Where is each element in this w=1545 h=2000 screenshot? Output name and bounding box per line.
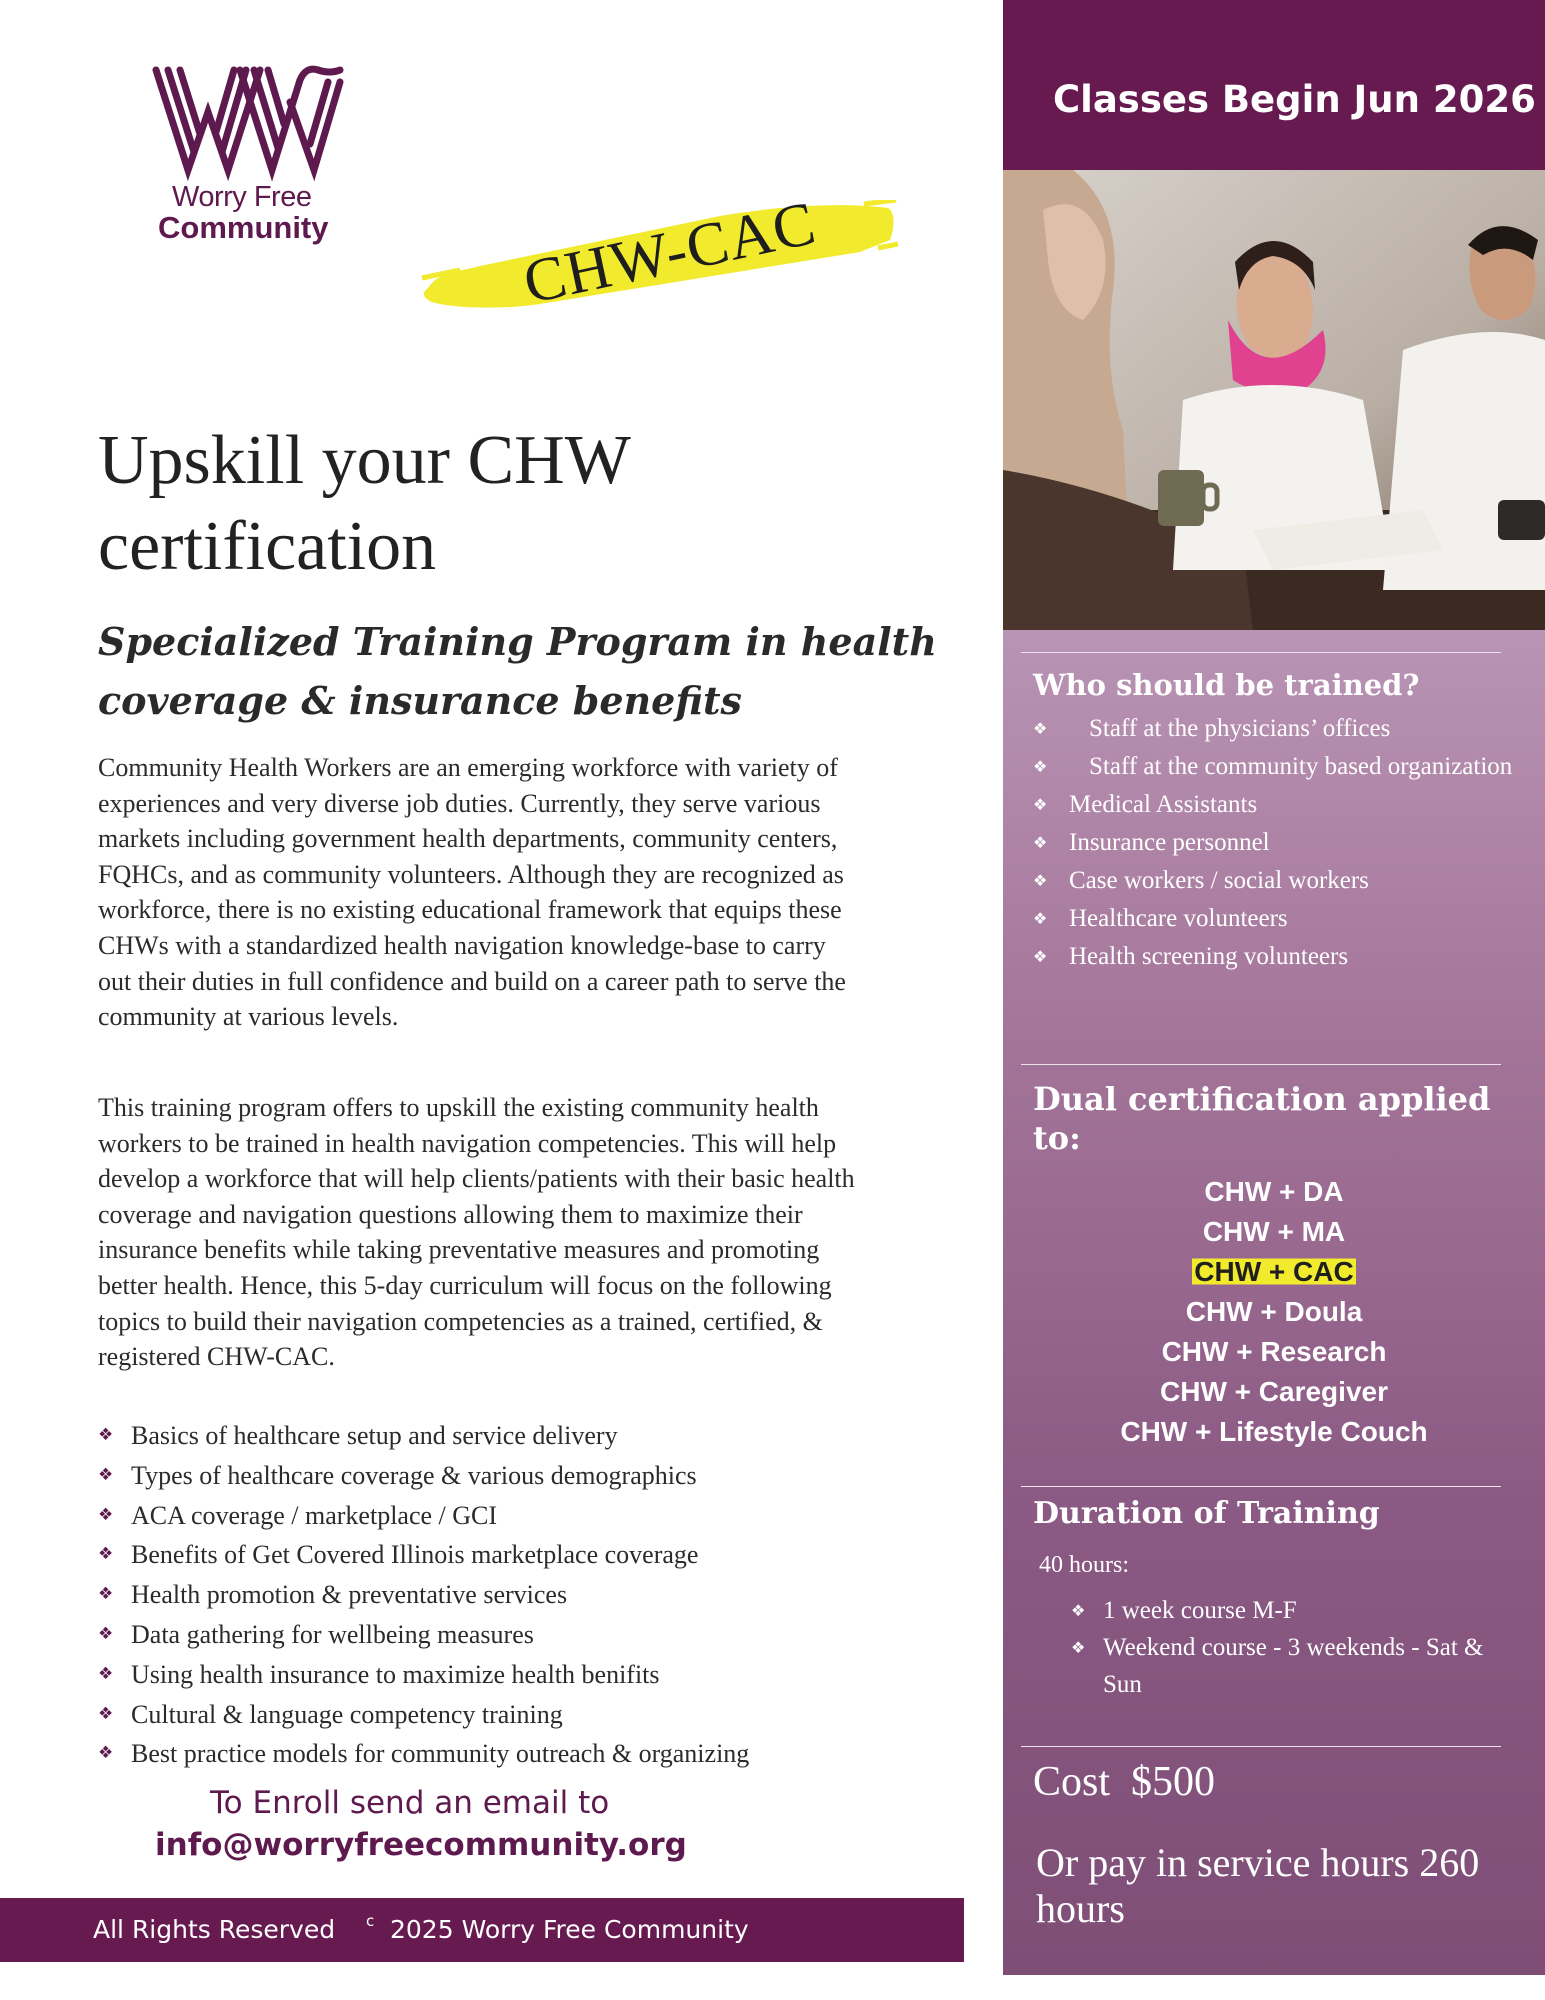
pay-option: Or pay in service hours 260 hours	[1036, 1840, 1480, 1931]
list-item: ❖ Benefits of Get Covered Illinois marketplace coverage	[98, 1535, 858, 1575]
classes-begin: Classes Begin Jun 2026	[1053, 78, 1536, 121]
sidebar-header	[1003, 0, 1545, 170]
highlighted-item: CHW + CAC	[1194, 1256, 1354, 1287]
list-item	[1003, 1252, 1545, 1292]
diamond-bullet-icon: ❖	[98, 1584, 114, 1605]
topics-list	[98, 1416, 858, 1774]
list-item: ❖ Healthcare volunteers	[1033, 900, 1513, 938]
list-item: CHW + Caregiver	[1160, 1376, 1388, 1407]
list-item: ❖ Health promotion & preventative services	[98, 1575, 858, 1615]
sidebar-body	[1003, 630, 1545, 1975]
logo-mark-icon	[150, 62, 350, 182]
list-item: ❖ Types of healthcare coverage & various demographics	[98, 1456, 858, 1496]
diamond-bullet-icon: ❖	[98, 1504, 114, 1525]
logo-line1: Worry Free	[172, 181, 312, 213]
list-item: CHW + Lifestyle Couch	[1120, 1416, 1428, 1447]
diamond-bullet-icon: ❖	[98, 1663, 114, 1684]
dual-certification-list	[1003, 1172, 1545, 1452]
list-item: ❖ Best practice models for community outreach & organizing	[98, 1734, 858, 1774]
list-item: ❖ Weekend course - 3 weekends - Sat & Sun	[1071, 1629, 1491, 1703]
list-item: ❖ Case workers / social workers	[1033, 862, 1513, 900]
who-list	[1033, 710, 1513, 976]
page-title: Upskill your CHW certification	[98, 422, 630, 585]
list-item: CHW + Doula	[1185, 1296, 1363, 1327]
duration-hours: 40 hours:	[1039, 1552, 1129, 1578]
diamond-bullet-icon: ❖	[1071, 1638, 1086, 1657]
divider	[1021, 652, 1501, 653]
divider	[1021, 1486, 1501, 1487]
diamond-bullet-icon: ❖	[98, 1425, 114, 1445]
logo	[150, 62, 350, 244]
duration-list	[1071, 1592, 1491, 1703]
students-photo-image	[1003, 170, 1545, 630]
logo-line2: Community	[158, 210, 329, 245]
list-item: ❖ Data gathering for wellbeing measures	[98, 1615, 858, 1655]
program-paragraph: This training program offers to upskill the existing community health workers to be trained in health navigation competencies. This will help develop a workforce that will help clients/patients with their basic health coverage and navigation questions allowing them to maximize their insurance benefits while taking preventative measures and promoting better health. Hence, this 5-day curriculum will focus on the following topics to build their navigation competencies as a trained, certified, & registered CHW-CAC.	[98, 1093, 855, 1372]
diamond-bullet-icon: ❖	[1033, 909, 1048, 928]
diamond-bullet-icon: ❖	[98, 1623, 114, 1644]
cost: Cost $500	[1033, 1759, 1216, 1805]
intro-paragraph: Community Health Workers are an emerging workforce with variety of experiences and very diverse job duties. Currently, they serve various markets including government health departments, community centers, FQHCs, and as community volunteers. Although they are recognized as workforce, there is no existing educational framework that equips these CHWs with a standardized health navigation knowledge-base to carry out their duties in full confidence and build on a career path to serve the community at various levels.	[98, 753, 846, 1032]
list-item: ❖ Health screening volunteers	[1033, 938, 1513, 976]
who-heading: Who should be trained?	[1033, 668, 1420, 702]
list-item: ❖ Staff at the community based organization	[1033, 748, 1513, 786]
diamond-bullet-icon: ❖	[98, 1544, 114, 1565]
students-photo	[1003, 170, 1545, 630]
divider	[1021, 1746, 1501, 1747]
diamond-bullet-icon: ❖	[1033, 871, 1048, 890]
list-item: CHW + DA	[1204, 1176, 1344, 1207]
diamond-bullet-icon: ❖	[98, 1464, 114, 1485]
diamond-bullet-icon: ❖	[1033, 947, 1048, 966]
enroll-email-link[interactable]: info@worryfreecommunity.org	[155, 1827, 687, 1863]
dual-heading: Dual certification applied to:	[1033, 1080, 1491, 1157]
diamond-bullet-icon: ❖	[1071, 1601, 1086, 1620]
duration-heading: Duration of Training	[1033, 1496, 1380, 1531]
footer-rights: All Rights Reserved	[93, 1915, 336, 1944]
diamond-bullet-icon: ❖	[98, 1743, 114, 1764]
enroll-text: To Enroll send an email to	[210, 1785, 610, 1821]
badge-text: CHW-CAC	[517, 188, 822, 318]
list-item: ❖ 1 week course M-F	[1071, 1592, 1491, 1629]
footer-copyright: 2025 Worry Free Community	[390, 1915, 749, 1944]
list-item: CHW + MA	[1202, 1216, 1346, 1247]
diamond-bullet-icon: ❖	[98, 1703, 114, 1724]
list-item: ❖ Cultural & language competency training	[98, 1695, 858, 1735]
page-subtitle: Specialized Training Program in health coverage & insurance benefits	[98, 619, 937, 723]
list-item: ❖ Staff at the physicians’ offices	[1033, 710, 1513, 748]
list-item: ❖ Insurance personnel	[1033, 824, 1513, 862]
list-item: CHW + Research	[1161, 1336, 1387, 1367]
list-item: ❖ ACA coverage / marketplace / GCI	[98, 1496, 858, 1536]
sidebar	[1003, 0, 1545, 1975]
list-item: ❖ Basics of healthcare setup and service delivery	[98, 1416, 858, 1456]
list-item: ❖ Medical Assistants	[1033, 786, 1513, 824]
copyright-icon: c	[366, 1912, 375, 1930]
divider	[1021, 1064, 1501, 1065]
diamond-bullet-icon: ❖	[1033, 795, 1048, 814]
diamond-bullet-icon: ❖	[1033, 719, 1048, 738]
diamond-bullet-icon: ❖	[1033, 833, 1048, 852]
diamond-bullet-icon: ❖	[1033, 757, 1048, 776]
footer-bar	[0, 1898, 964, 1962]
list-item: ❖ Using health insurance to maximize health benifits	[98, 1655, 858, 1695]
